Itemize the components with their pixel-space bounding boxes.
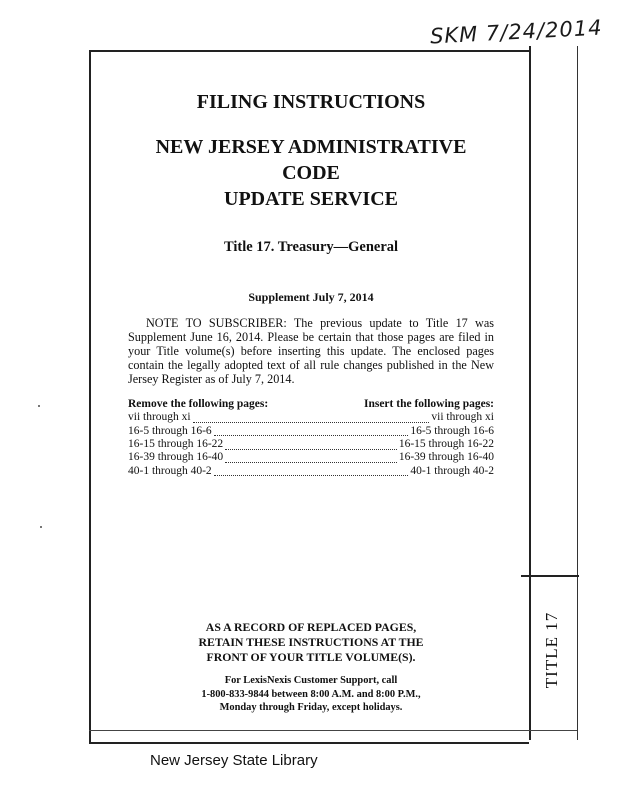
supplement-date: Supplement July 7, 2014 <box>248 290 374 304</box>
insert-pages: 40-1 through 40-2 <box>410 464 494 477</box>
customer-support-notice <box>128 674 494 715</box>
dot-leader <box>225 453 397 463</box>
side-tab-label: TITLE 17 <box>542 611 562 689</box>
side-tab-divider <box>521 575 579 577</box>
record-notice-line3: FRONT OF YOUR TITLE VOLUME(S). <box>206 650 416 664</box>
table-row <box>128 425 494 438</box>
document-subtitle-line1: NEW JERSEY ADMINISTRATIVE CODE <box>155 136 467 184</box>
record-notice <box>128 620 494 665</box>
library-footer: New Jersey State Library <box>150 752 318 769</box>
document-subtitle-line2: UPDATE SERVICE <box>224 188 398 210</box>
dot-leader <box>193 413 430 423</box>
subscriber-note: NOTE TO SUBSCRIBER: The previous update to Title 17 was Supplement June 16, 2014. Please be certain that those pages are filed in your Title volume(s) before inserting this update. The enclosed pages contain the legally adopted text of all rule changes published in the New Jersey Register as of July 7, 2014. <box>128 316 494 386</box>
record-notice-line2: RETAIN THESE INSTRUCTIONS AT THE <box>198 635 424 649</box>
dot-leader <box>214 466 409 476</box>
remove-pages: vii through xi <box>128 411 191 424</box>
record-notice-line1: AS A RECORD OF REPLACED PAGES, <box>205 620 417 634</box>
scan-speck <box>40 526 42 528</box>
table-row <box>128 411 494 424</box>
table-row <box>128 451 494 464</box>
support-line3: Monday through Friday, except holidays. <box>219 702 403 713</box>
filing-instructions-body <box>128 84 494 478</box>
support-line1: For LexisNexis Customer Support, call <box>224 675 398 686</box>
pages-table <box>128 398 494 478</box>
title-subject: Title 17. Treasury—General <box>223 239 399 255</box>
dot-leader <box>214 426 409 436</box>
dot-leader <box>225 440 397 450</box>
table-row <box>128 465 494 478</box>
remove-pages: 40-1 through 40-2 <box>128 464 212 477</box>
support-line2: 1-800-833-9844 between 8:00 A.M. and 8:00 P.M., <box>201 688 421 700</box>
handwritten-initials-date: SKM 7/24/2014 <box>429 15 604 49</box>
remove-pages: 16-15 through 16-22 <box>128 438 224 451</box>
insert-pages: 16-39 through 16-40 <box>398 451 494 464</box>
remove-pages: 16-39 through 16-40 <box>128 451 224 464</box>
insert-pages: 16-15 through 16-22 <box>398 438 494 451</box>
document-title: FILING INSTRUCTIONS <box>196 91 426 113</box>
pages-table-header <box>128 398 494 411</box>
table-row <box>128 438 494 451</box>
insert-header: Insert the following pages: <box>363 398 494 411</box>
insert-pages: 16-5 through 16-6 <box>410 424 494 437</box>
insert-pages: vii through xi <box>431 411 494 424</box>
remove-pages: 16-5 through 16-6 <box>128 424 212 437</box>
scan-speck <box>38 405 40 407</box>
bottom-rule <box>89 730 577 731</box>
side-tab <box>529 590 575 710</box>
remove-header: Remove the following pages: <box>128 398 269 411</box>
